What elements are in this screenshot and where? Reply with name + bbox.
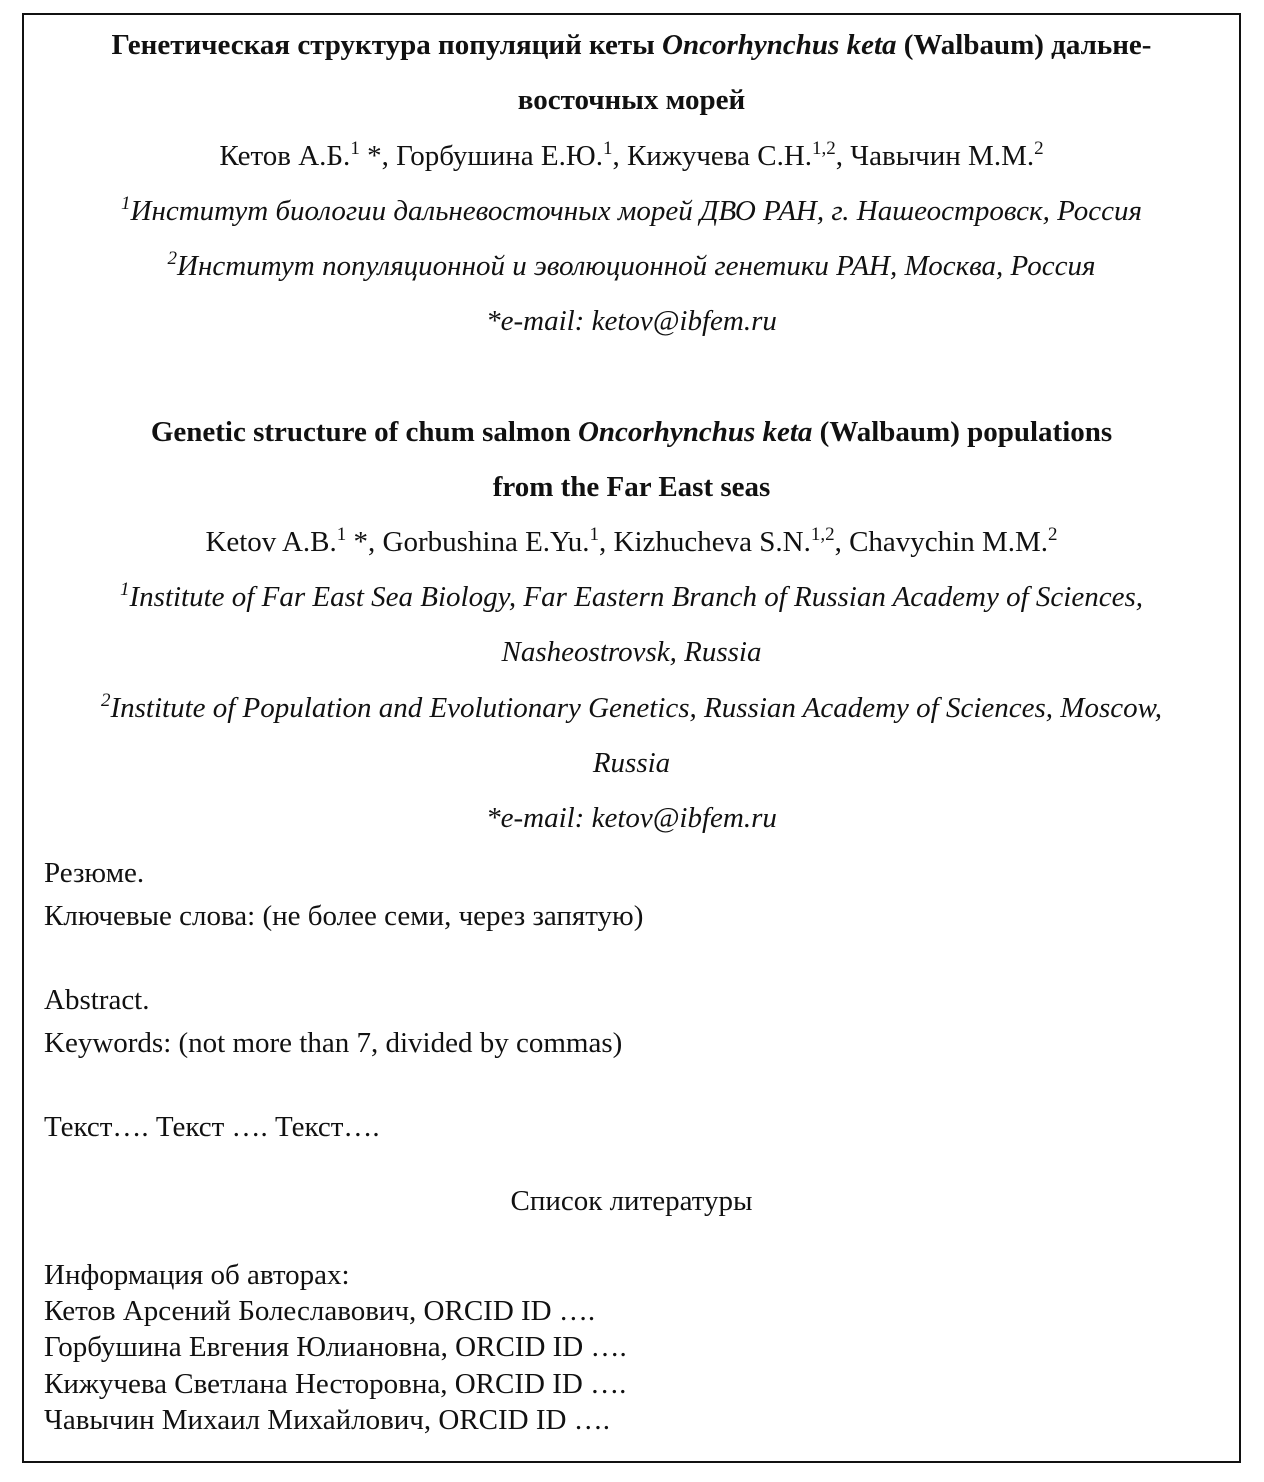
ru-author-sup: 1,2 — [812, 138, 836, 159]
en-author-sep: , — [834, 526, 850, 558]
ru-title-species: Oncorhynchus keta — [662, 29, 897, 61]
ru-title-text: Генетическая структура популяций кеты — [111, 29, 663, 61]
en-title-text: Genetic structure of chum salmon — [150, 416, 578, 448]
ru-title-line1 — [24, 28, 1239, 62]
en-author-name: Kizhucheva S.N. — [613, 526, 811, 558]
en-affiliation-2-sup: 2 — [100, 690, 111, 711]
ru-affiliation-1 — [24, 194, 1239, 228]
authors-info-entry: Горбушина Евгения Юлиановна, ORCID ID …. — [44, 1331, 627, 1363]
en-affiliation-2-text: Institute of Population and Evolutionary Genetics, Russian Academy of Sciences, Moscow, — [110, 692, 1163, 724]
en-title-text-end: (Walbaum) populations — [812, 416, 1113, 448]
en-author-sup: 2 — [1048, 524, 1058, 545]
ru-affiliation-2-sup: 2 — [167, 248, 178, 269]
en-affiliation-1-line1 — [24, 580, 1239, 614]
en-authors — [24, 525, 1239, 559]
abstract-en: Abstract. — [44, 984, 150, 1016]
ru-title-line2: восточных морей — [517, 84, 746, 116]
keywords-en: Keywords: (not more than 7, divided by commas) — [44, 1027, 623, 1059]
en-title-line1 — [24, 415, 1239, 449]
en-title-line2: from the Far East seas — [492, 471, 771, 503]
en-affiliation-1-text: Institute of Far East Sea Biology, Far Eastern Branch of Russian Academy of Sciences, — [129, 581, 1143, 613]
ru-author-sup: 1 — [602, 138, 613, 159]
ru-title-text-end: (Walbaum) дальне- — [896, 29, 1152, 61]
ru-author-sep: , — [835, 140, 851, 172]
ru-author-sup: 1 — [350, 138, 360, 159]
references-heading: Список литературы — [510, 1185, 753, 1217]
authors-info-heading: Информация об авторах: — [44, 1259, 350, 1291]
document-frame — [22, 13, 1241, 1463]
en-author-name: Gorbushina E.Yu. — [382, 526, 590, 558]
en-author-name: Chavychin M.M. — [849, 526, 1049, 558]
en-affiliation-1-sup: 1 — [120, 579, 130, 600]
en-affiliation-2-line2: Russia — [592, 747, 671, 779]
ru-author-name: Кетов А.Б. — [219, 140, 351, 172]
en-affiliation-2-line1 — [24, 691, 1239, 725]
ru-affiliation-2-text: Институт популяционной и эволюционной генетики РАН, Москва, Россия — [177, 250, 1096, 282]
summary-ru: Резюме. — [44, 857, 145, 889]
authors-info-entry: Кижучева Светлана Несторовна, ORCID ID …. — [44, 1368, 627, 1400]
ru-author-sep: , — [612, 140, 627, 172]
ru-affiliation-1-text: Институт биологии дальневосточных морей ДВО РАН, г. Нашеостровск, Россия — [130, 195, 1142, 227]
ru-email: *e-mail: ketov@ibfem.ru — [486, 305, 777, 337]
ru-author-name: Кижучева С.Н. — [626, 140, 813, 172]
ru-author-name: Чавычин М.М. — [850, 140, 1035, 172]
en-author-sup: 1 — [336, 524, 347, 545]
ru-affiliation-2 — [24, 249, 1239, 283]
en-author-sup: 1,2 — [810, 524, 835, 545]
body-text: Текст…. Текст …. Текст…. — [44, 1111, 380, 1143]
authors-info-entry: Кетов Арсений Болеславович, ORCID ID …. — [44, 1295, 596, 1327]
en-author-sep: *, — [346, 526, 383, 558]
en-author-sup: 1 — [589, 524, 600, 545]
en-title-species: Oncorhynchus keta — [577, 416, 813, 448]
ru-author-sep: *, — [359, 140, 397, 172]
en-affiliation-1-line2: Nasheostrovsk, Russia — [501, 636, 762, 668]
en-email: *e-mail: ketov@ibfem.ru — [486, 802, 777, 834]
ru-author-name: Горбушина Е.Ю. — [396, 140, 603, 172]
authors-info-entry: Чавычин Михаил Михайлович, ORCID ID …. — [44, 1404, 610, 1436]
ru-authors — [24, 139, 1239, 173]
keywords-ru: Ключевые слова: (не более семи, через запятую) — [44, 900, 644, 932]
ru-affiliation-1-sup: 1 — [121, 193, 131, 214]
ru-author-sup: 2 — [1034, 138, 1044, 159]
en-author-name: Ketov A.B. — [205, 526, 337, 558]
en-author-sep: , — [599, 526, 614, 558]
